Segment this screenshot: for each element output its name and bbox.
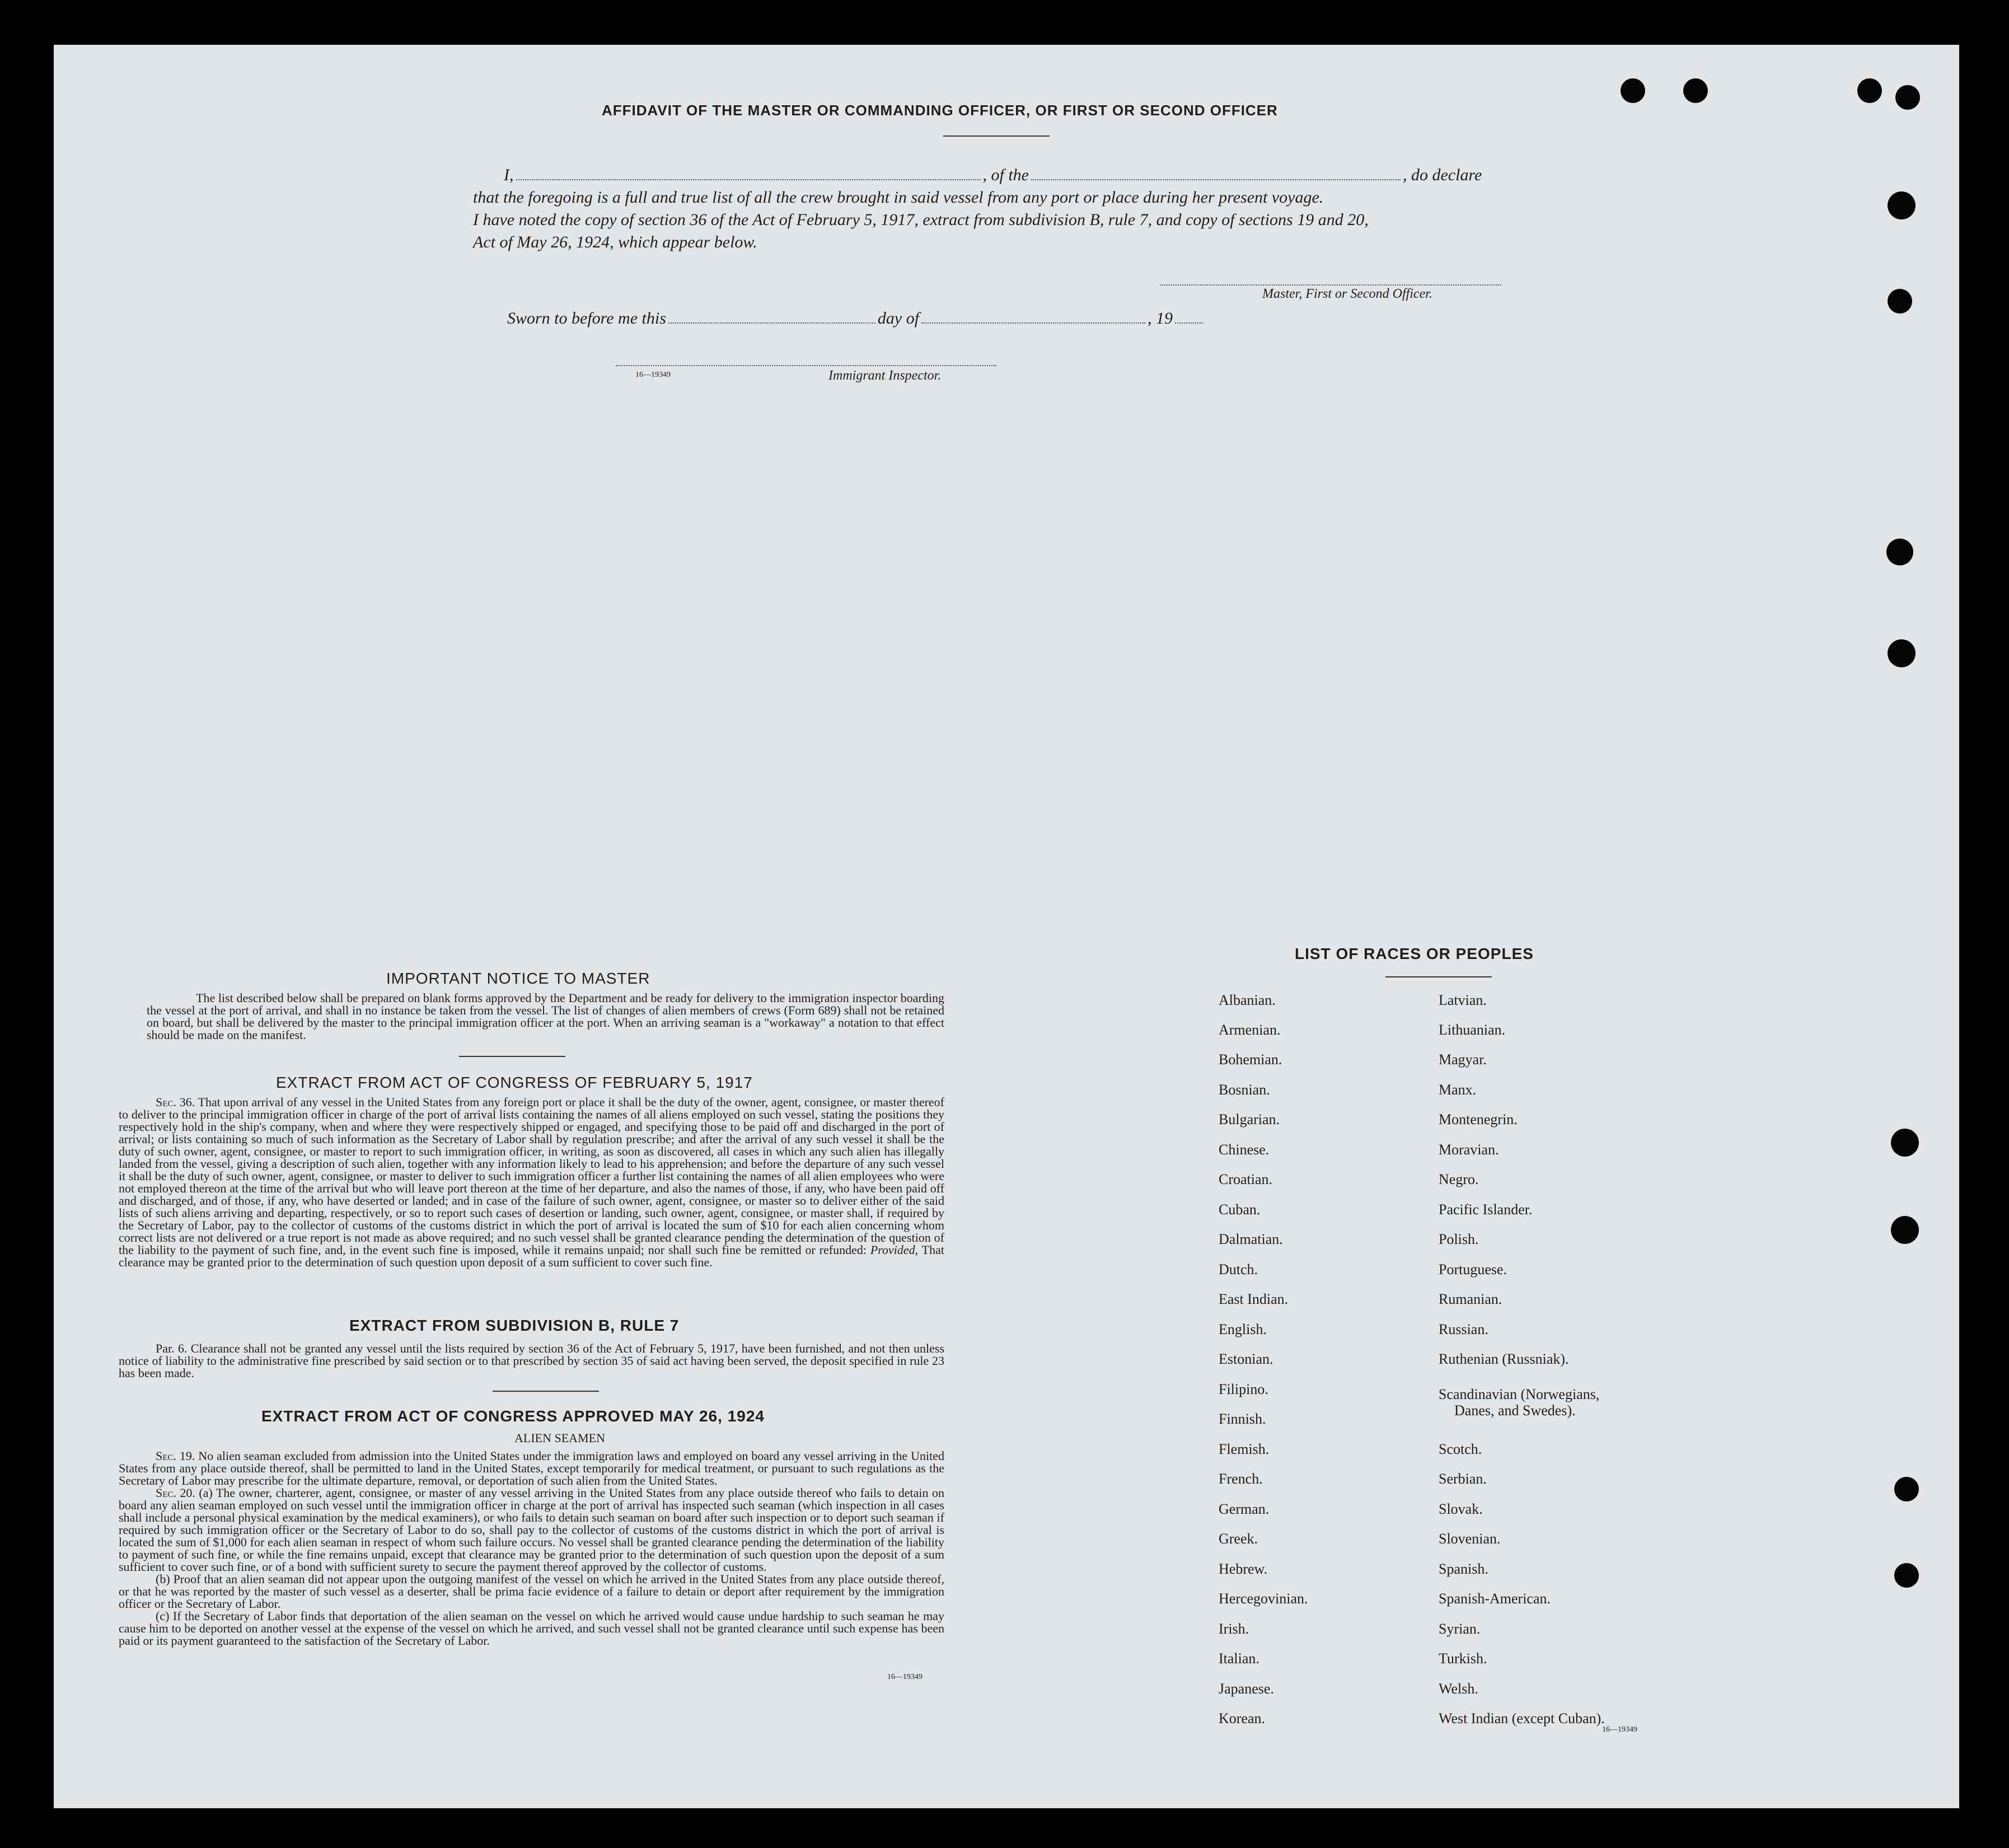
extract-rule7-title: EXTRACT FROM SUBDIVISION B, RULE 7 — [349, 1317, 680, 1334]
sworn-label: Sworn to before me this — [507, 309, 666, 328]
race-item: Russian. — [1439, 1321, 1488, 1337]
sworn-line — [507, 309, 1205, 328]
sec19-label: Sec. 19. — [156, 1449, 195, 1463]
race-item: Irish. — [1219, 1621, 1249, 1637]
i-label: I, — [504, 166, 514, 184]
race-item: Slovenian. — [1439, 1531, 1501, 1547]
rule7-rule — [493, 1391, 599, 1392]
race-item: Bulgarian. — [1219, 1111, 1280, 1127]
punch-hole — [1895, 85, 1920, 110]
extract-1917-body — [119, 1096, 944, 1269]
race-item: Portuguese. — [1439, 1261, 1507, 1278]
punch-hole — [1888, 639, 1916, 667]
extract-1924-body — [119, 1450, 944, 1647]
sec36-label: Sec. 36. — [156, 1095, 195, 1109]
extract-1924-title: EXTRACT FROM ACT OF CONGRESS APPROVED MAY 26, 1924 — [261, 1407, 765, 1425]
race-item: Albanian. — [1219, 992, 1276, 1008]
master-caption: Master, First or Second Officer. — [1262, 287, 1432, 301]
punch-hole — [1891, 1129, 1919, 1157]
race-item: Greek. — [1219, 1531, 1258, 1547]
punch-hole — [1683, 78, 1708, 103]
race-item: Dutch. — [1219, 1261, 1258, 1278]
alien-seamen-subtitle: ALIEN SEAMEN — [514, 1431, 605, 1445]
proviso-text: That clearance may be granted prior to the determination of such question upon deposit of a sum sufficient to cover such fine. — [119, 1243, 944, 1269]
punch-hole — [1894, 1563, 1919, 1588]
declaration-line-2: that the foregoing is a full and true list of all the crew brought in said vessel from any port or place during her present voyage. — [473, 188, 1324, 207]
race-item: Syrian. — [1439, 1621, 1481, 1637]
notice-rule — [459, 1056, 565, 1057]
race-item: Korean. — [1219, 1710, 1266, 1727]
race-item: Armenian. — [1219, 1022, 1281, 1038]
extract-form-number: 16—19349 — [887, 1673, 922, 1681]
sec20a-text: (a) The owner, charterer, agent, consignee, or master of any vessel arriving in the United States from any place outside thereof who fails to detain on board any alien seaman employed on such vessel until the immigration officer in charge at the port of arrival has inspected such seaman (which inspection in all cases shall include a personal physical examination by the medical examiners), or who fails to detain such seaman on board after such inspection or to deport such seaman if required by such immigration officer or the Secretary of Labor to do so, shall pay to the collector of customs of the customs district in which the port of arrival is located the sum of $1,000 for each alien seaman in respect of whom such failure occurs. No vessel shall be granted clearance pending the determination of the liability to payment of such fine, or while the fine remains unpaid, except that clearance may be granted prior to the determination of such question upon the deposit of a sum sufficient to cover such fine, or of a bond with sufficient surety to secure the payment thereof approved by the collector of customs. — [119, 1486, 945, 1574]
race-item: Spanish. — [1439, 1561, 1488, 1577]
races-form-number: 16—19349 — [1602, 1725, 1637, 1734]
punch-hole — [1621, 78, 1645, 103]
sworn-month-field[interactable] — [921, 322, 1145, 324]
punch-hole — [1857, 78, 1882, 103]
race-item: Filipino. — [1219, 1381, 1268, 1397]
race-item: Polish. — [1439, 1231, 1479, 1247]
officer-name-field[interactable] — [516, 179, 981, 180]
race-item: Rumanian. — [1439, 1291, 1502, 1307]
race-item: East Indian. — [1219, 1291, 1289, 1307]
race-item: Danes, and Swedes). — [1454, 1402, 1576, 1419]
inspector-signature-line[interactable] — [616, 365, 996, 366]
of-the-label: , of the — [982, 166, 1029, 184]
punch-hole — [1894, 1477, 1919, 1501]
race-item: Italian. — [1219, 1650, 1259, 1667]
race-item: Hercegovinian. — [1219, 1590, 1308, 1607]
sec20b-text: (b) Proof that an alien seaman did not appear upon the outgoing manifest of the vessel on which he arrived in the United States from any place outside thereof, or that he was reported by the master of such vessel as a deserter, shall be prima facie evidence of a failure to detain or deport after requirement by the immigration officer or the Secretary of Labor. — [119, 1572, 944, 1611]
race-item: Welsh. — [1439, 1681, 1478, 1697]
race-item: Bohemian. — [1219, 1051, 1282, 1068]
race-item: West Indian (except Cuban). — [1439, 1710, 1605, 1727]
races-title: LIST OF RACES OR PEOPLES — [1295, 945, 1534, 962]
race-item: Japanese. — [1219, 1681, 1274, 1697]
day-of-label: day of — [877, 309, 920, 328]
race-item: Bosnian. — [1219, 1082, 1270, 1098]
race-item: Flemish. — [1219, 1441, 1270, 1457]
vessel-name-field[interactable] — [1031, 179, 1401, 180]
extract-1917-title: EXTRACT FROM ACT OF CONGRESS OF FEBRUARY 5, 1917 — [276, 1074, 753, 1091]
race-item: Slovak. — [1439, 1501, 1483, 1517]
sec19-text: No alien seaman excluded from admission into the United States under the immigration laws and employed on board any vessel arriving in the United States from any place outside thereof, shall be permitted to land in the United States, except temporarily for medical treatment, or pursuant to such regulations as the Secretary of Labor may prescribe for the ultimate departure, removal, or deportation of such alien from the United States. — [119, 1449, 944, 1487]
race-item: Latvian. — [1439, 992, 1487, 1008]
proviso-label: Provided, — [870, 1243, 919, 1257]
race-item: Ruthenian (Russniak). — [1439, 1351, 1569, 1367]
race-item: Pacific Islander. — [1439, 1201, 1533, 1218]
races-rule — [1385, 976, 1492, 977]
master-signature-line[interactable] — [1160, 284, 1501, 286]
sec20-label: Sec. 20. — [156, 1486, 195, 1500]
race-item: Scandinavian (Norwegians, — [1439, 1386, 1600, 1402]
race-item: French. — [1219, 1471, 1263, 1487]
punch-hole — [1891, 1216, 1919, 1244]
race-item: English. — [1219, 1321, 1267, 1337]
inspector-caption: Immigrant Inspector. — [828, 368, 942, 383]
declaration-line-3: I have noted the copy of section 36 of the Act of February 5, 1917, extract from subdivision B, rule 7, and copy of sections 19 and 20, — [473, 210, 1369, 229]
race-item: Serbian. — [1439, 1471, 1487, 1487]
sworn-year-field[interactable] — [1175, 322, 1203, 324]
race-item: Scotch. — [1439, 1441, 1482, 1457]
sec36-text: That upon arrival of any vessel in the United States from any foreign port or place it shall be the duty of the owner, agent, consignee, or master thereof to deliver to the principal immigration officer in charge of the port of arrival lists containing the names of all aliens employed on such vessel, stating the positions they respectively hold in the ship's company, when and where they were respectively shipped or engaged, and specifying those to be paid off and discharged in the port of arrival; or lists containing so much of such information as the Secretary of Labor shall by regulation prescribe; and after the arrival of any such vessel it shall be the duty of such owner, agent, consignee, or master to report to such immigration officer, in writing, as soon as discovered, all cases in which any such alien has illegally landed from the vessel, giving a description of such alien, together with any information likely to lead to his apprehension; and before the departure of any such vessel it shall be the duty of such owner, agent, consignee, or master to deliver to such immigration officer a further list containing the names of all alien employees who were not employed thereon at the time of the arrival but who will leave port thereon at the time of her departure, and also the names of those, if any, who have been paid off and discharged, and of those, if any, who have deserted or landed; and in case of the failure of such owner, agent, consignee, or master so to deliver either of the said lists of such aliens arriving and departing, respectively, or so to report such cases of desertion or landing, such owner, agent, consignee, or master shall, if required by the Secretary of Labor, pay to the collector of customs of the customs district in which the port of arrival is located the sum of $10 for each alien concerning whom correct lists are not delivered or a true report is not made as above required; and no such vessel shall be granted clearance pending the determination of the question of the liability to the payment of such fine, and, in the event such fine is imposed, while it remains unpaid; nor shall such fine be remitted or refunded: — [119, 1095, 944, 1257]
do-declare-label: , do declare — [1403, 166, 1482, 184]
race-item: Cuban. — [1219, 1201, 1261, 1218]
punch-hole — [1888, 191, 1916, 219]
race-item: Estonian. — [1219, 1351, 1273, 1367]
race-item: Manx. — [1439, 1082, 1477, 1098]
race-item: Hebrew. — [1219, 1561, 1268, 1577]
race-item: Croatian. — [1219, 1171, 1273, 1187]
race-item: Negro. — [1439, 1171, 1479, 1187]
race-item: Turkish. — [1439, 1650, 1487, 1667]
year-label: , 19 — [1148, 309, 1173, 328]
form-number: 16—19349 — [635, 371, 671, 379]
race-item: Spanish-American. — [1439, 1590, 1551, 1607]
race-item: German. — [1219, 1501, 1270, 1517]
race-item: Finnish. — [1219, 1411, 1266, 1427]
punch-hole — [1888, 289, 1912, 314]
extract-rule7-body: Par. 6. Clearance shall not be granted any vessel until the lists required by section 36 of the Act of February 5, 1917, have been furnished, and not then unless notice of liability to the administrative fine prescribed by said section or to that prescribed by section 35 of said act having been served, the deposit specified in rule 23 has been made. — [119, 1341, 944, 1380]
notice-body: The list described below shall be prepared on blank forms approved by the Department and be ready for delivery to the immigration inspector boarding the vessel at the port of arrival, and shall in no instance be taken from the vessel. The list of changes of alien members of crews (Form 689) shall not be retained on board, but shall be delivered by the master to the principal immigration officer at the port. When an arriving seaman is a "workaway" a notation to that effect should be made on the manifest. — [147, 991, 944, 1042]
punch-hole — [1886, 539, 1913, 565]
race-item: Moravian. — [1439, 1141, 1499, 1158]
race-item: Lithuanian. — [1439, 1022, 1506, 1038]
declaration-line-4: Act of May 26, 1924, which appear below. — [473, 233, 757, 251]
notice-title: IMPORTANT NOTICE TO MASTER — [386, 970, 650, 987]
affidavit-title: AFFIDAVIT OF THE MASTER OR COMMANDING OFFICER, OR FIRST OR SECOND OFFICER — [602, 102, 1278, 119]
sworn-day-field[interactable] — [668, 322, 875, 324]
race-item: Montenegrin. — [1439, 1111, 1518, 1127]
declaration-line-1 — [504, 166, 1482, 185]
sec20c-text: (c) If the Secretary of Labor finds that deportation of the alien seaman on the vessel on which he arrived would cause undue hardship to such seaman he may cause him to be deported on another vessel at the expense of the vessel on which he arrived, and such vessel shall not be granted clearance until such expense has been paid or its payment guaranteed to the satisfaction of the Secretary of Labor. — [119, 1609, 944, 1648]
race-item: Chinese. — [1219, 1141, 1270, 1158]
race-item: Magyar. — [1439, 1051, 1487, 1068]
race-item: Dalmatian. — [1219, 1231, 1283, 1247]
title-rule — [943, 135, 1050, 137]
